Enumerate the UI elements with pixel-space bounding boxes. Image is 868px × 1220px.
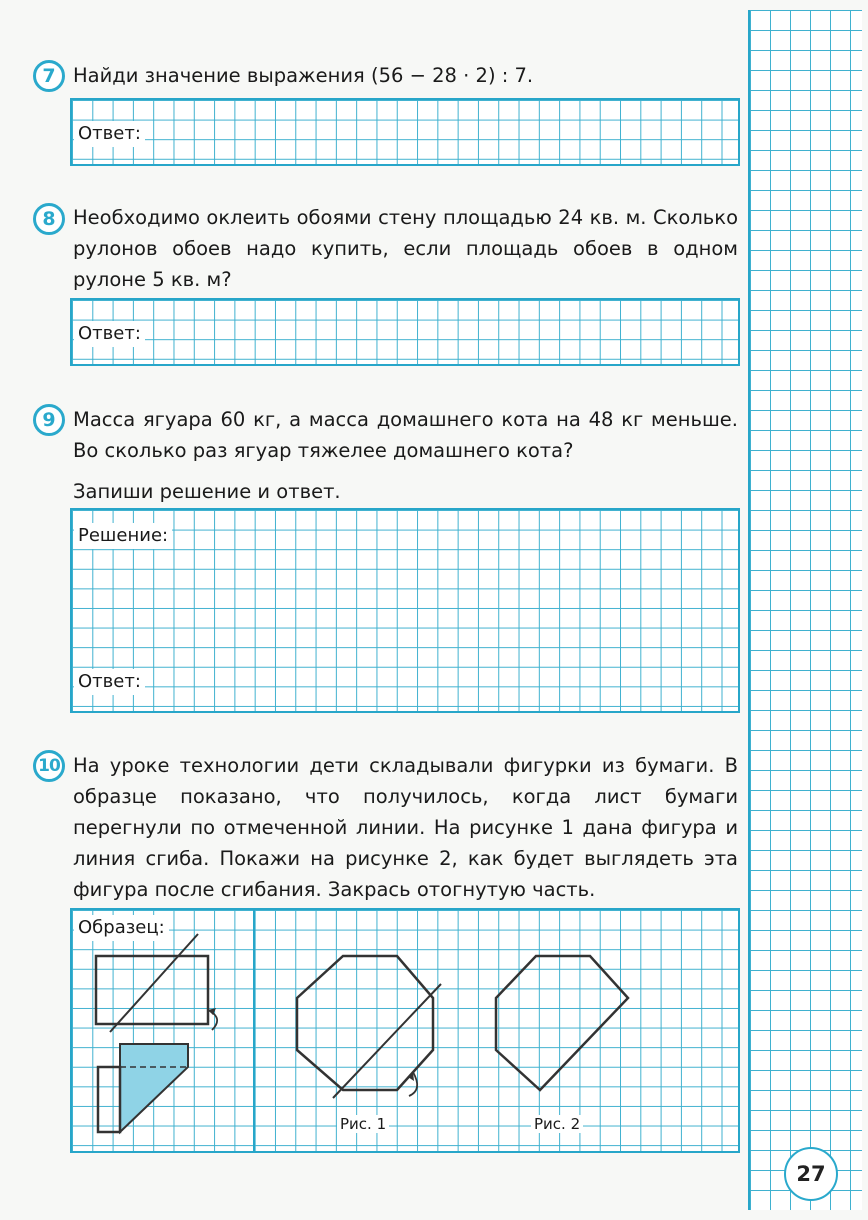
- sample-fold-line: [110, 934, 198, 1032]
- figure-1-fold-line: [333, 984, 441, 1098]
- figure-1-caption: Рис. 1: [337, 1115, 389, 1133]
- sample-label: Образец:: [74, 915, 169, 941]
- task-9-answer-label: Ответ:: [74, 669, 145, 695]
- task-8-answer-label: Ответ:: [74, 321, 145, 347]
- figure-1-octagon: [297, 956, 433, 1090]
- sample-rectangle: [96, 956, 208, 1024]
- task-9-number-badge: 9: [33, 404, 65, 436]
- task-7-text: Найди значение выражения (56 − 28 · 2) : 7.: [73, 64, 534, 87]
- task-7-answer-label: Ответ:: [74, 121, 145, 147]
- figure-2-caption: Рис. 2: [531, 1115, 583, 1133]
- task-9-instruction: Запиши решение и ответ.: [73, 480, 341, 503]
- figure-2-shape: [496, 956, 628, 1090]
- task-9-text: Масса ягуара 60 кг, а масса домашнего кота на 48 кг меньше. Во сколько раз ягуар тяжелее домашнего кота?: [73, 408, 738, 462]
- sample-folded-part: [120, 1044, 188, 1132]
- page-number: 27: [784, 1147, 838, 1201]
- sample-remaining-part: [98, 1067, 120, 1132]
- task-7-answer-grid[interactable]: [70, 98, 740, 166]
- figure-1: [285, 940, 455, 1110]
- sample-divider: [253, 909, 255, 1152]
- task-8-answer-grid[interactable]: [70, 298, 740, 366]
- task-8-number-badge: 8: [33, 203, 65, 235]
- sample-figure: [72, 910, 252, 1150]
- figure-2: [480, 940, 650, 1110]
- task-7-number-badge: 7: [33, 60, 65, 92]
- task-10-number-badge: 10: [33, 750, 65, 782]
- task-9-solution-label: Решение:: [74, 523, 172, 549]
- margin-grid: [748, 10, 862, 1210]
- task-10-text: На уроке технологии дети складывали фигурки из бумаги. В образце показано, что получилось, когда лист бумаги перегнули по отмеченной линии. На рисунке 1 дана фигура и линия сгиба. Покажи на рисунке 2, как будет выглядеть эта фигура после сгибания. Закрась отогнутую часть.: [73, 754, 738, 901]
- task-8-text: Необходимо оклеить обоями стену площадью 24 кв. м. Сколько рулонов обоев надо купить, если площадь обоев в одном рулоне 5 кв. м?: [73, 206, 738, 291]
